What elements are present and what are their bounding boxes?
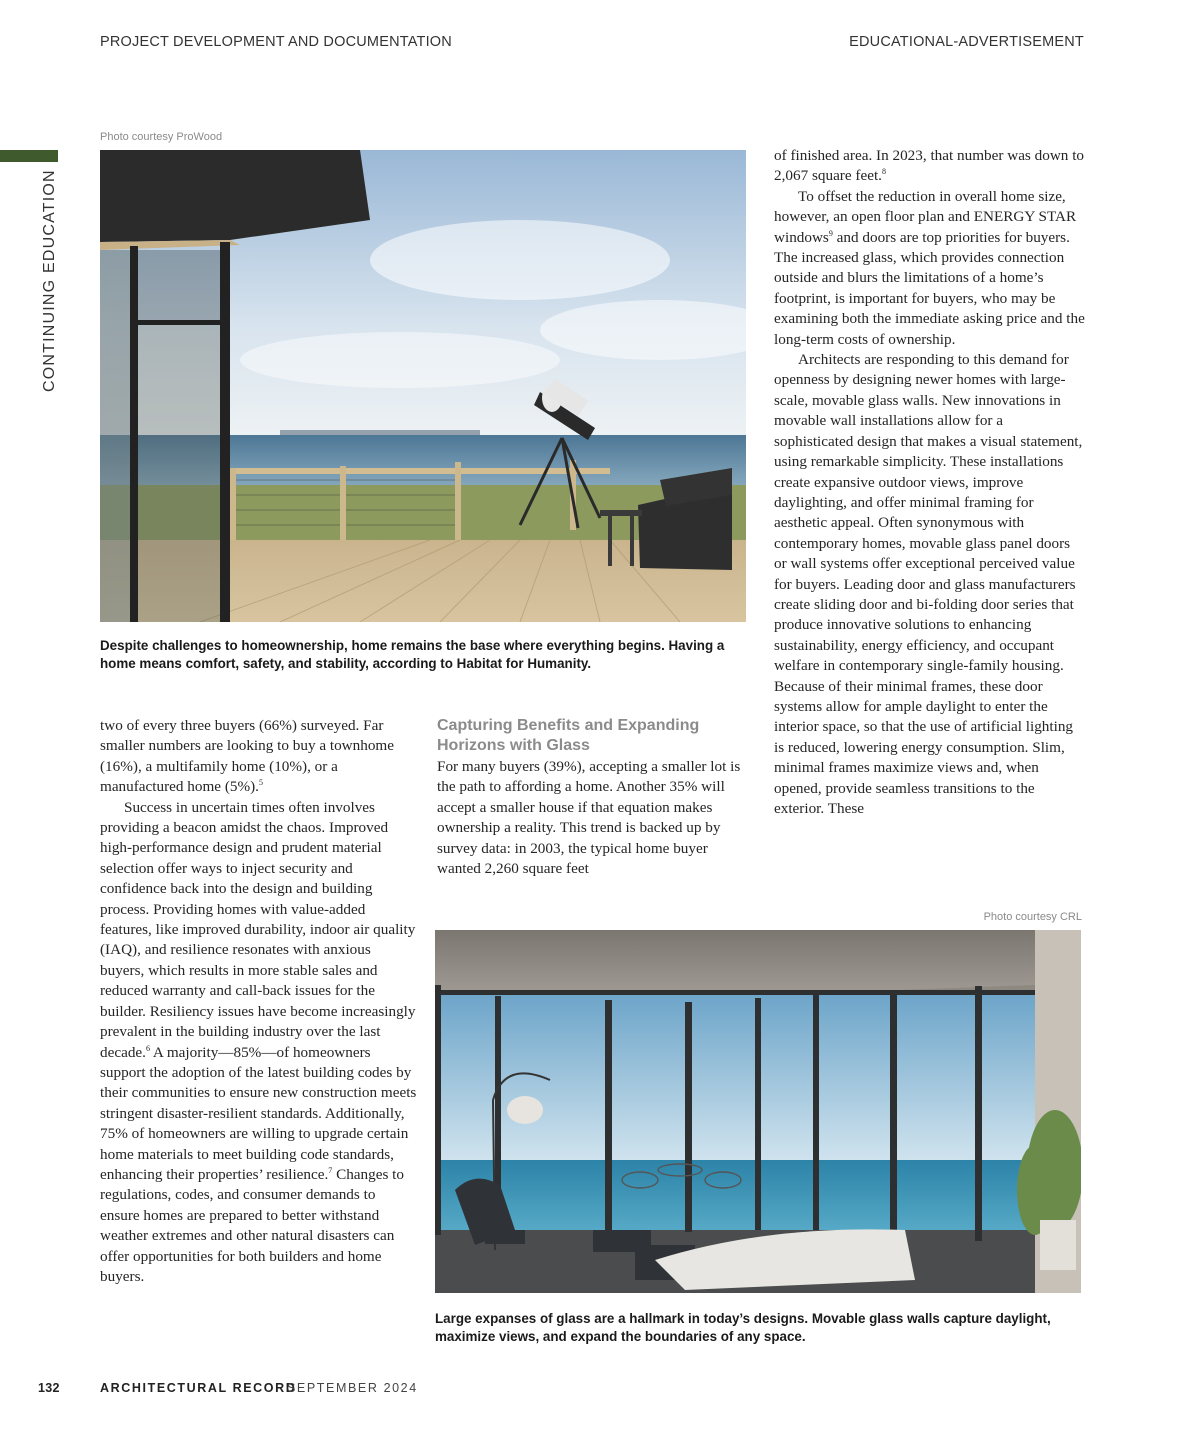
paragraph-text: To offset the reduction in overall home size, however, an open floor plan and ENERGY STAR windows [774, 187, 1077, 246]
paragraph-text: Changes to regulations, codes, and consumer demands to ensure homes are prepared to better withstand weather extremes and other natural disasters can offer opportunities for both builders and home buyers. [100, 1165, 404, 1285]
header-section-title: PROJECT DEVELOPMENT AND DOCUMENTATION [100, 34, 452, 50]
section-color-bar [0, 150, 58, 162]
paragraph [100, 716, 418, 798]
paragraph-text: of finished area. In 2023, that number was down to 2,067 square feet. [774, 147, 1085, 185]
issue-date: SEPTEMBER 2024 [287, 1381, 418, 1395]
paragraph-text: Success in uncertain times often involves providing a beacon amidst the chaos. Improved high-performance design and prudent material selection offer ways to inject security and confidence back into the design and building process. Providing homes with value-added features, like improved durability, indoor air quality (IAQ), and resilience resonates with anxious buyers, which results in more stable sales and reduced warranty and call-back issues for the builder. Resiliency issues have become increasingly prevalent in the building industry over the last decade. [100, 798, 416, 1061]
page-number: 132 [38, 1381, 60, 1395]
section-heading: Capturing Benefits and Expanding Horizons with Glass [437, 717, 700, 754]
sidebar-section-label: CONTINUING EDUCATION [41, 169, 58, 392]
footnote-ref: 6 [145, 1043, 150, 1053]
middle-text-column [437, 716, 749, 879]
photo-caption: Large expanses of glass are a hallmark in today’s designs. Movable glass walls capture daylight, maximize views, and expand the boundaries of any space. [435, 1311, 1051, 1344]
footnote-ref: 9 [828, 228, 833, 238]
paragraph [774, 187, 1086, 350]
paragraph-text: and doors are top priorities for buyers. The increased glass, which provides connection outside and blurs the limitations of a home’s footprint, is important for buyers, who may be examining both the immediate asking price and the long-term costs of ownership. [774, 228, 1085, 348]
paragraph-text: two of every three buyers (66%) surveyed. Far smaller numbers are looking to buy a townhome (16%), a multifamily home (10%), or a manufactured home (5%). [100, 717, 394, 796]
publication-name: ARCHITECTURAL RECORD [100, 1381, 297, 1395]
paragraph: For many buyers (39%), accepting a smaller lot is the path to affording a home. Another 35% will accept a smaller house if that equation makes ownership a reality. This trend is backed up by survey data: in 2003, the typical home buyer wanted 2,260 square feet [437, 758, 741, 878]
header-label: EDUCATIONAL-ADVERTISEMENT [849, 34, 1084, 50]
paragraph-text: A majority—85%—of homeowners support the adoption of the latest building codes by their communities to ensure new construction meets stringent disaster-resilient standards. Additionally, 75% of homeowners are willing to upgrade certain home materials to meet building code standards, enhancing their properties’ resilience. [100, 1043, 417, 1183]
paragraph [100, 798, 418, 1288]
right-text-column [774, 146, 1086, 819]
photo-credit: Photo courtesy CRL [983, 911, 1082, 923]
photo-caption: Despite challenges to homeownership, home remains the base where everything begins. Having a home means comfort, safety, and stability, according to Habitat for Humanity. [100, 638, 725, 671]
deck-ocean-photo [100, 150, 746, 622]
paragraph: Architects are responding to this demand for openness by designing newer homes with large-scale, movable glass walls. New innovations in movable wall installations allow for a sophisticated design that makes a visual statement, using remarkable simplicity. These installations create expansive outdoor views, improve daylighting, and offer minimal framing for aesthetic appeal. Often synonymous with contemporary homes, movable glass panel doors or wall systems offer exceptional perceived value for buyers. Leading door and glass manufacturers create sliding door and bi-folding door series that produce innovative solutions to enhancing sustainability, energy efficiency, and occupant welfare in contemporary single-family housing. Because of their minimal frames, these door systems allow for ample daylight to enter the interior space, so that the use of artificial lighting is reduced, lowering energy consumption. Slim, minimal frames maximize views and, when opened, provide seamless transitions to the exterior. These [774, 351, 1083, 817]
footnote-ref: 5 [258, 778, 263, 788]
left-text-column [100, 716, 418, 1287]
photo-credit: Photo courtesy ProWood [100, 131, 223, 143]
glass-wall-interior-photo [435, 930, 1081, 1293]
paragraph [774, 146, 1086, 187]
footnote-ref: 7 [328, 1165, 333, 1175]
footnote-ref: 8 [881, 167, 886, 177]
